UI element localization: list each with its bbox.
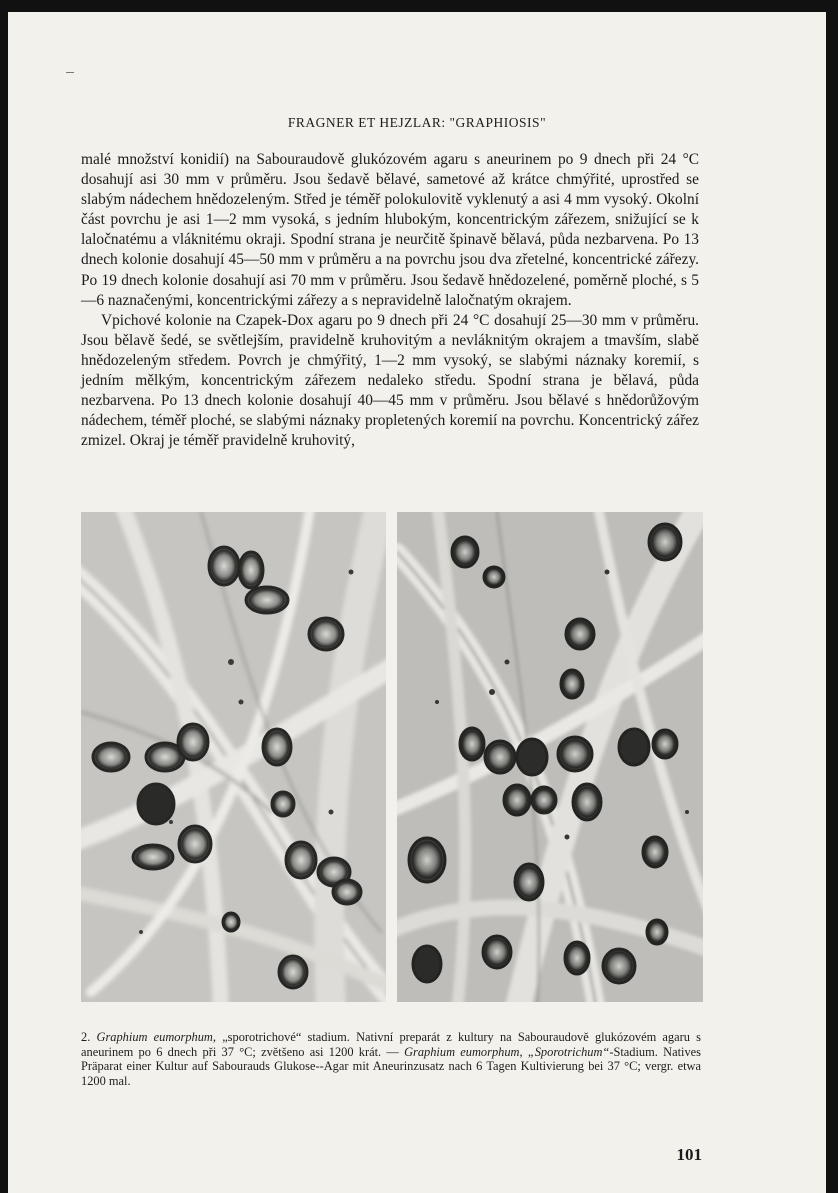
journal-page [8,12,826,1193]
page-number: 101 [676,1145,702,1164]
running-head: FRAGNER ET HEJZLAR: "GRAPHIOSIS" [287,115,547,130]
body-text [81,150,699,451]
caption-text-de: -Stadium. Natives Präparat einer Kultur auf Sabourauds Glukose--Agar mit Aneurinzusatz nach 6 Tagen Kultivierung bei 37 °C; vergr. etwa 1200 mal. [81,1044,701,1088]
caption-number: 2. [81,1030,91,1044]
micrograph-left [81,512,386,1002]
caption-species-cz: Graphium eumorphum, [96,1030,216,1044]
caption-species-de: Graphium eumorphum, [404,1044,523,1059]
caption-text-cz: „sporotrichové“ stadium. Nativní preparát z kultury na Sabouraudově glukózovém agaru s aneurinem po 6 dnech při 37 °C; zvětšeno asi 1200 krát. — [81,1030,701,1059]
paragraph-1: malé množství konidií) na Sabouraudově glukózovém agaru s aneurinem po 9 dnech při 24 °C dosahují asi 30 mm v průměru. Jsou šedavě bělavé, sametové až krátce chmýřité, uprostřed se slabým nádechem hnědozeleným. Střed je téměř polokulovitě vyklenutý a asi 4 mm vysoký. Okolní část povrchu je asi 1—2 mm vysoká, s jedním hlubokým, koncentrickým zářezem, snižující se k laločnatému a vláknitému okraji. Spodní strana je neurčitě špinavě bělavá, půda nezbarvena. Po 13 dnech kolonie dosahují 45—50 mm v průměru a na povrchu jsou dva zřetelné, koncentrické zářezy. Po 19 dnech kolonie dosahují asi 70 mm v průměru. Jsou šedavě hnědozelené, poměrně ploché, s 5—6 naznačenými, koncentrickými zářezy a s nepravidelně laločnatým okrajem. [81,151,699,309]
scan-edge [826,0,838,1193]
caption-stage-de: „Sporotrichum“ [527,1044,610,1059]
margin-mark [66,72,74,73]
paragraph-2: Vpichové kolonie na Czapek-Dox agaru po 9 dnech při 24 °C dosahují 25—30 mm v průměru. Jsou bělavě šedé, se světlejším, pravidelně kruhovitým a nevláknitým okrajem a tmavším, slabě hnědozeleným středem. Povrch je chmýřitý, 1—2 mm vysoký, se slabými náznaky koremií, s jedním mělkým, koncentrickým zářezem nedaleko středu. Spodní strana je bělavá, půda nezbarvena. Po 13 dnech kolonie dosahují 40—45 mm v průměru. Jsou bělavé s hnědorůžovým nádechem, téměř ploché, se slabými náznaky propletených koremií na povrchu. Koncentrický zářez zmizel. Okraj je téměř pravidelně kruhovitý, [81,311,699,450]
micrograph-right [397,512,703,1002]
figure-caption [81,1030,701,1088]
